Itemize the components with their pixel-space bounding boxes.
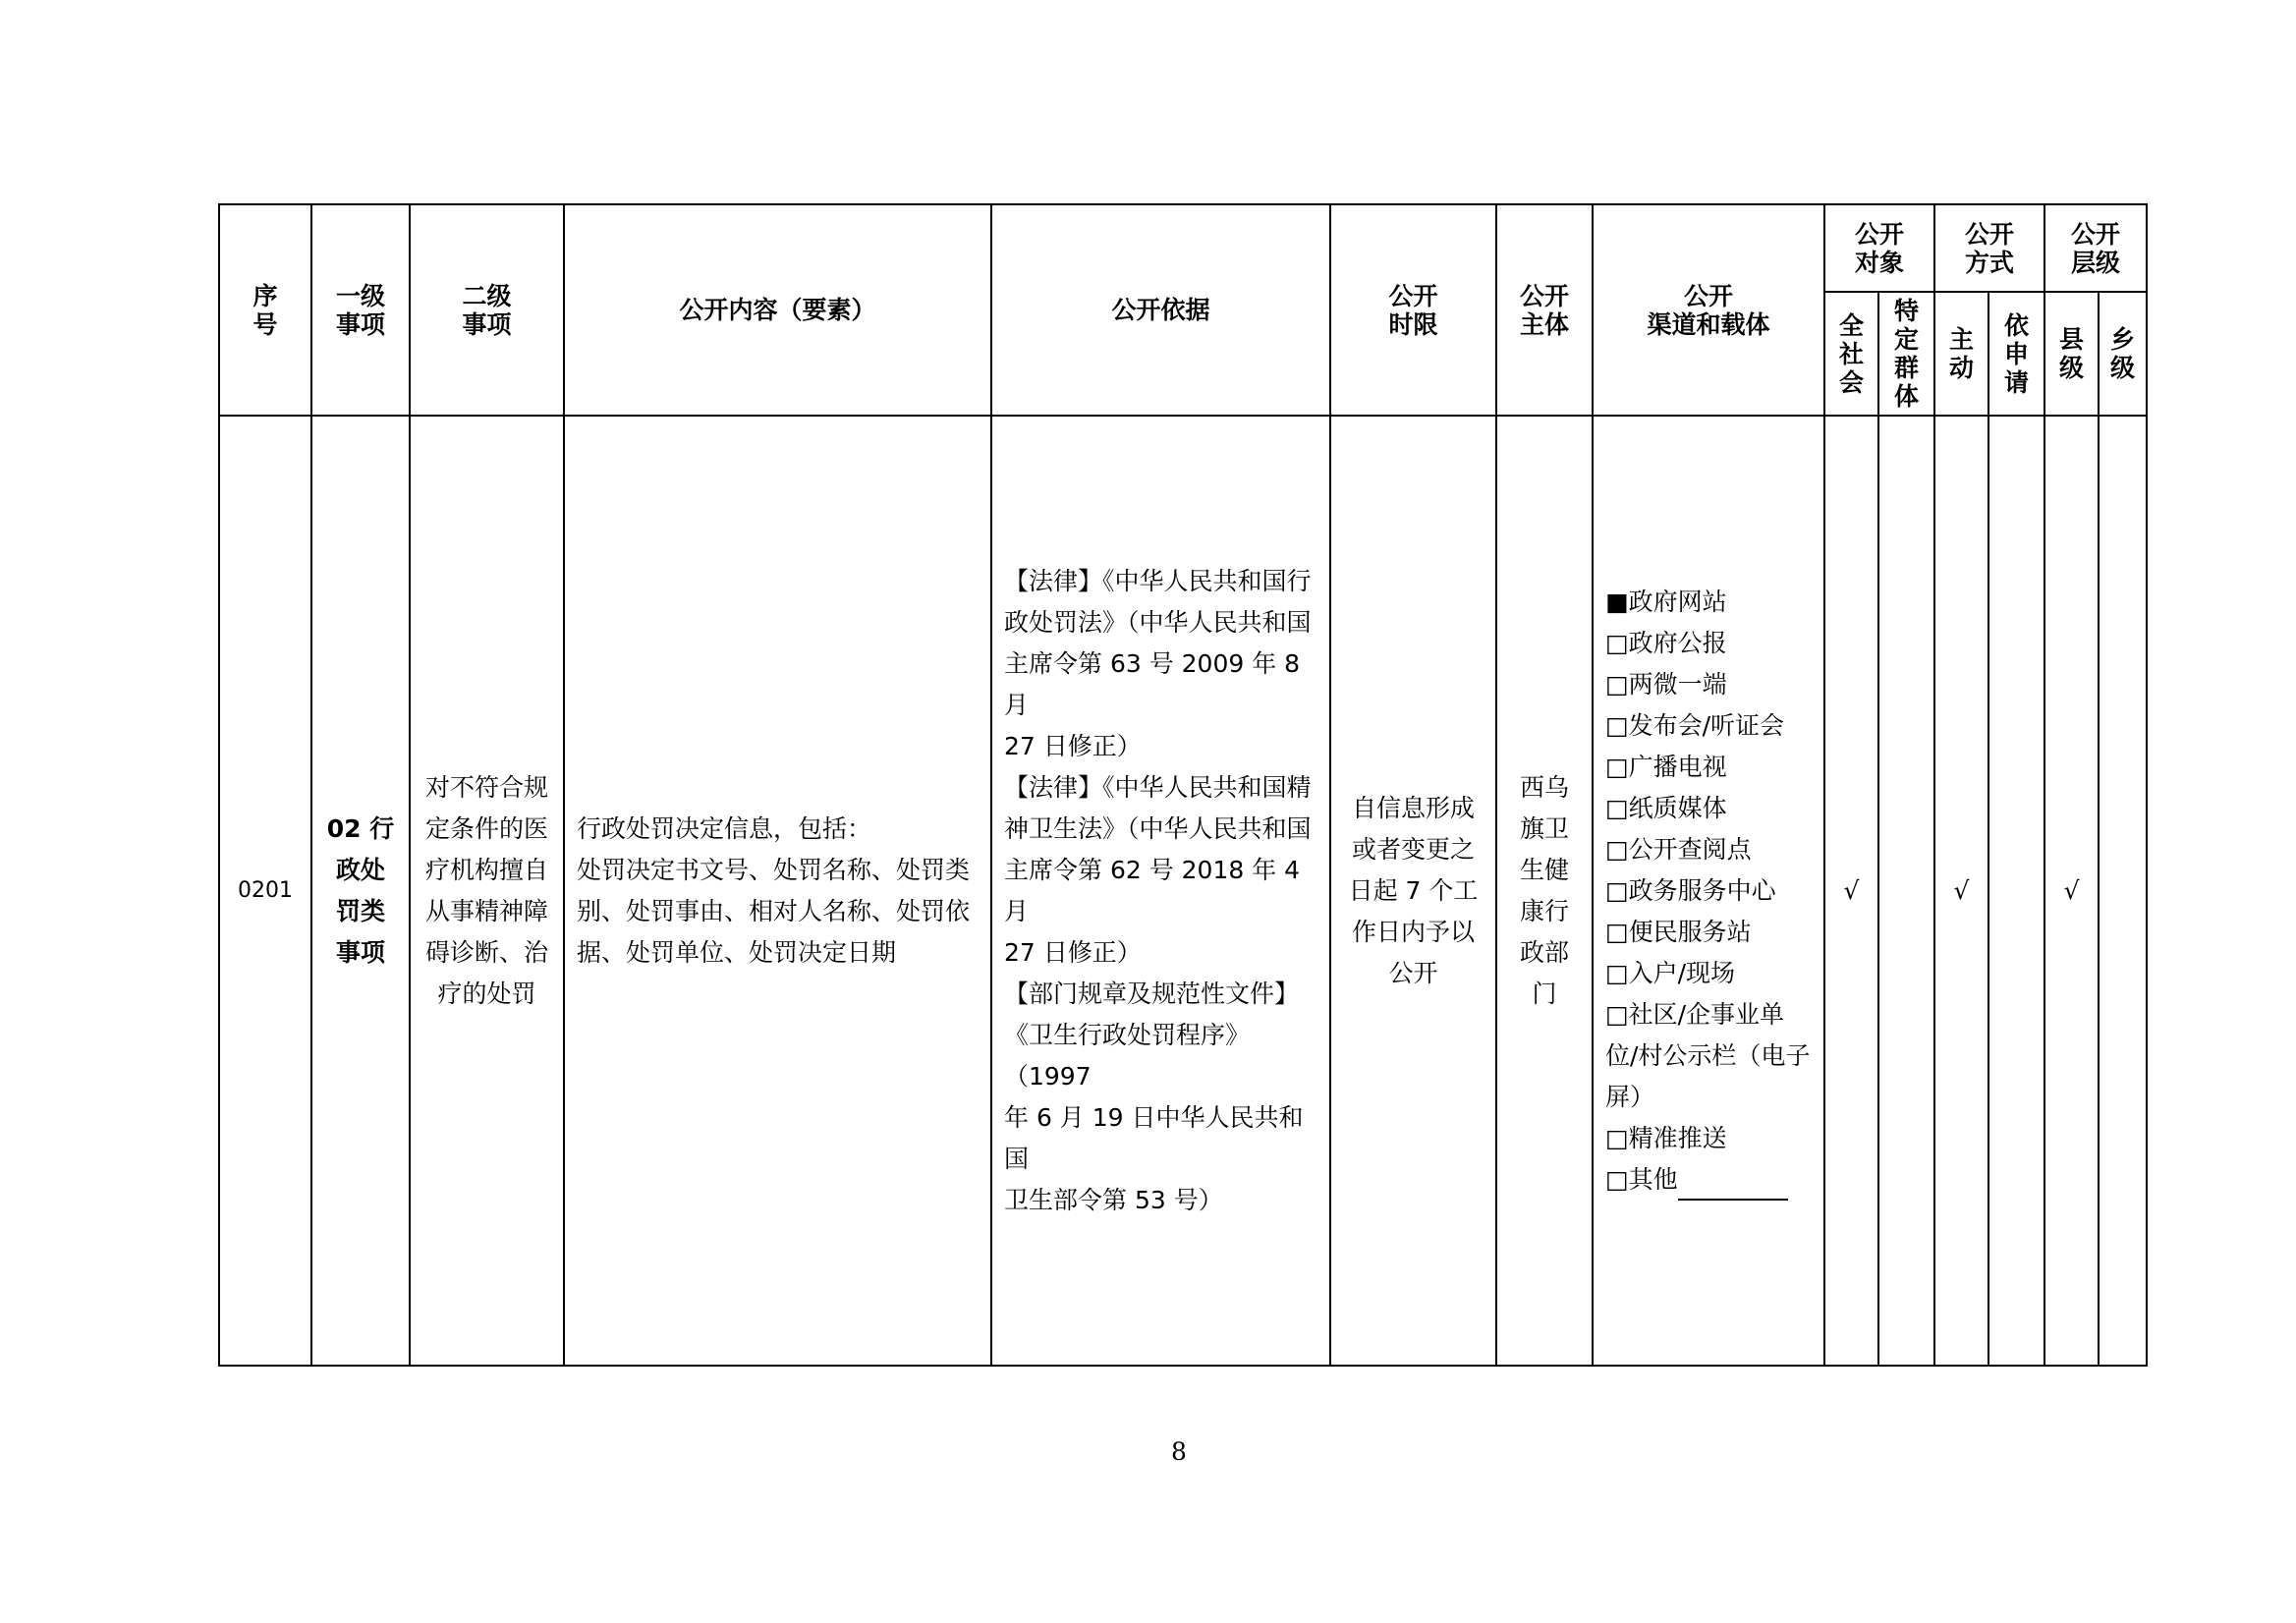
text-line: 渠道和载体 (1647, 309, 1770, 339)
cell-content (564, 416, 991, 1366)
page-number: 8 (1171, 1437, 1187, 1466)
text-line: 请 (2004, 367, 2030, 397)
text-line: 27 日修正） (1004, 937, 1142, 967)
text-line: 乡 (2110, 325, 2136, 354)
text-line: 罚类 (335, 896, 385, 925)
channel-other: □其他 (1605, 1159, 1812, 1201)
header-row-1 (219, 204, 2147, 292)
text-line: □纸质媒体 (1605, 793, 1727, 822)
header-deadline (1330, 204, 1496, 416)
text-line: 公开 (2071, 219, 2121, 249)
text-line: 会 (1838, 367, 1864, 397)
disclosure-table (218, 203, 2148, 1367)
header-channel (1593, 204, 1824, 416)
text-line: 事项 (335, 309, 385, 339)
text-line: 公开 (1388, 281, 1438, 310)
text-line: □入户/现场 (1605, 958, 1736, 987)
header-target-specific (1878, 292, 1934, 416)
header-level-county (2044, 292, 2099, 416)
text-line: 定条件的医 (424, 813, 548, 843)
text-line: 动 (1949, 354, 1975, 382)
text-line: 公开 (1965, 219, 2015, 249)
header-subject (1496, 204, 1593, 416)
cell-basis (991, 416, 1330, 1366)
text-line: 碍诊断、治 (424, 937, 548, 967)
text-line: 作日内予以 (1351, 917, 1475, 946)
text-line: □便民服务站 (1605, 917, 1752, 946)
text-line: 一级 (335, 281, 385, 310)
text-line: 主体 (1519, 309, 1569, 339)
text-line: ■政府网站 (1605, 587, 1727, 616)
text-line: 别、处罚事由、相对人名称、处罚依 (577, 896, 971, 925)
cell-deadline (1330, 416, 1496, 1366)
text-line: 对不符合规 (424, 772, 548, 802)
table-row (219, 416, 2147, 1366)
text-line: □政府公报 (1605, 628, 1727, 657)
text-line: 旗卫 (1519, 813, 1569, 843)
text-line: 《卫生行政处罚程序》（1997 (1004, 1020, 1251, 1091)
text-line: 行政处罚决定信息，包括： (577, 813, 872, 843)
other-blank-line (1678, 1173, 1788, 1201)
header-method-active (1934, 292, 1988, 416)
text-line: □广播电视 (1605, 752, 1727, 781)
text-line: □精准推送 (1605, 1123, 1727, 1152)
text-line: 公开 (1683, 281, 1733, 310)
text-line: □发布会/听证会 (1605, 710, 1785, 740)
text-line: 特 (1894, 297, 1920, 325)
text-line: 序 (252, 281, 278, 310)
text-line: 社 (1838, 339, 1864, 368)
cell-level-township (2099, 416, 2147, 1366)
text-line: 体 (1894, 382, 1920, 411)
text-line: 主席令第 63 号 2009 年 8 月 (1004, 648, 1301, 719)
text-line: 屏） (1605, 1082, 1655, 1111)
text-line: 级 (2110, 354, 2136, 382)
text-line: 公开 (1855, 219, 1905, 249)
text-line: 【法律】《中华人民共和国精 (1004, 772, 1312, 802)
text-line: 事项 (462, 309, 512, 339)
text-line: 据、处罚单位、处罚决定日期 (577, 937, 897, 967)
text-line: 方式 (1965, 248, 2015, 277)
text-line: 神卫生法》（中华人民共和国 (1004, 813, 1312, 843)
text-line: 定 (1894, 325, 1920, 354)
cell-target-specific (1878, 416, 1934, 1366)
header-level-township (2099, 292, 2147, 416)
text-line: 公开 (1388, 958, 1438, 987)
text-line: 从事精神障 (424, 896, 548, 925)
text-line: 政部 (1519, 937, 1569, 967)
text-line: 疗机构擅自 (424, 855, 548, 884)
text-line: 县 (2059, 325, 2085, 354)
text-line: 位/村公示栏（电子 (1605, 1040, 1811, 1070)
text-line: □两微一端 (1605, 669, 1727, 699)
text-line: 日起 7 个工 (1348, 875, 1479, 905)
text-line: 【法律】《中华人民共和国行 (1004, 566, 1312, 595)
text-line: 卫生部令第 53 号） (1004, 1185, 1223, 1214)
cell-level2 (410, 416, 564, 1366)
text-line: 层级 (2071, 248, 2121, 277)
header-content: 公开内容（要素） (564, 204, 991, 416)
header-target-all (1824, 292, 1878, 416)
text-line: 【部门规章及规范性文件】 (1004, 979, 1300, 1008)
text-line: 康行 (1519, 896, 1569, 925)
text-line: 申 (2004, 339, 2030, 368)
text-line: 依 (2004, 310, 2030, 340)
cell-channels (1593, 416, 1824, 1366)
text-line: 生健 (1519, 855, 1569, 884)
text-line: 号 (252, 309, 278, 339)
text-line: 27 日修正） (1004, 731, 1142, 760)
text-line: 处罚决定书文号、处罚名称、处罚类 (577, 855, 971, 884)
header-level-group (2044, 204, 2147, 292)
cell-seq: 0201 (219, 416, 311, 1366)
text-line: 西乌 (1519, 772, 1569, 802)
text-line: 二级 (462, 281, 512, 310)
text-line: 对象 (1855, 248, 1905, 277)
text-line: 公开 (1519, 281, 1569, 310)
cell-level1 (311, 416, 410, 1366)
cell-subject (1496, 416, 1593, 1366)
text-line: 政处 (335, 855, 385, 884)
text-line: 自信息形成 (1351, 793, 1475, 822)
header-level1 (311, 204, 410, 416)
text-line: 级 (2059, 354, 2085, 382)
header-basis: 公开依据 (991, 204, 1330, 416)
text-line: 主 (1949, 325, 1975, 354)
text-line: 疗的处罚 (437, 979, 536, 1008)
text-line: □政务服务中心 (1605, 875, 1776, 905)
text-line: 政处罚法》（中华人民共和国 (1004, 607, 1312, 637)
header-seq (219, 204, 311, 416)
text-line: □公开查阅点 (1605, 834, 1752, 864)
cell-method-request (1988, 416, 2044, 1366)
text-line: □社区/企事业单 (1605, 999, 1785, 1029)
text-line: 全 (1838, 310, 1864, 340)
header-target-group (1824, 204, 1934, 292)
header-method-request (1988, 292, 2044, 416)
text-line: 或者变更之 (1351, 834, 1475, 864)
cell-level-county: √ (2044, 416, 2099, 1366)
text-line: 事项 (335, 937, 385, 967)
text-line: 主席令第 62 号 2018 年 4 月 (1004, 855, 1301, 925)
header-level2 (410, 204, 564, 416)
cell-target-all: √ (1824, 416, 1878, 1366)
text-line: 群 (1894, 354, 1920, 382)
text-line: 门 (1532, 979, 1557, 1008)
text-line: 年 6 月 19 日中华人民共和国 (1004, 1102, 1304, 1173)
text-line: 02 行 (326, 813, 395, 843)
cell-method-active: √ (1934, 416, 1988, 1366)
text-line: 时限 (1388, 309, 1438, 339)
header-method-group (1934, 204, 2044, 292)
